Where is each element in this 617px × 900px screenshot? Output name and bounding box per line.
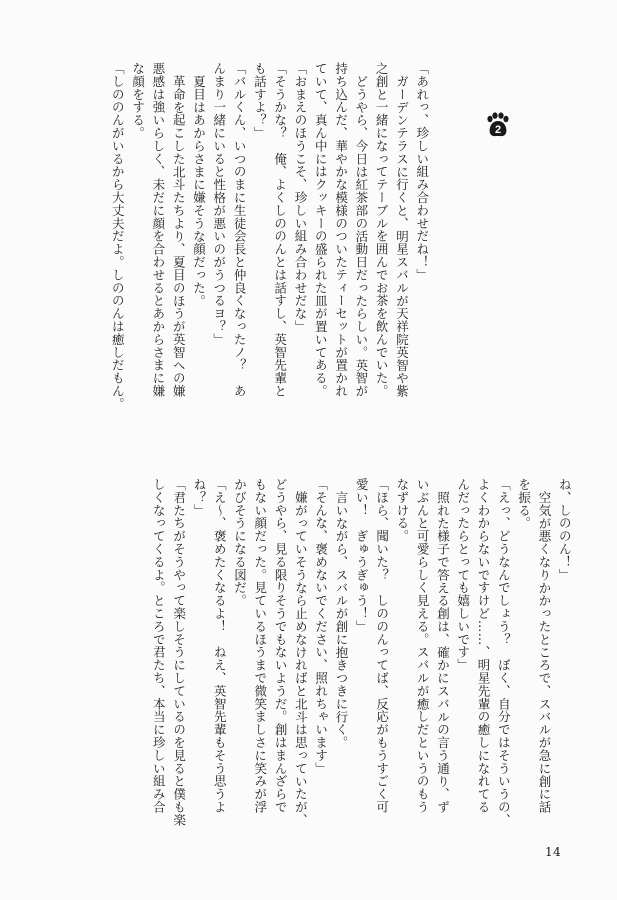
text-line: ね？」 [191, 478, 207, 517]
upper-text-column [107, 62, 432, 452]
text-line: もない顔だった。見ているほうまで微笑ましさに笑みが浮 [252, 478, 268, 814]
text-line: を振る。 [516, 478, 532, 530]
text-line: な顔をする。 [130, 62, 146, 140]
text-line: ていて、真ん中にはクッキーの盛られた皿が置いてある。 [313, 62, 329, 398]
paw-print-icon [485, 112, 511, 138]
text-line: ね、しののん！」 [557, 478, 573, 582]
text-line: 「ほら、聞いた？ しののんってば、反応がもうすごく可 [374, 478, 390, 814]
page-number: 14 [545, 845, 562, 859]
text-line: なずける。 [394, 478, 410, 543]
text-line: 「おまえのほうこそ、珍しい組み合わせだな」 [292, 62, 308, 333]
text-line: 「そんな、褒めないでください、照れちゃいます」 [313, 478, 329, 775]
text-line: 言いながら、スバルが創に抱きつきに行く。 [333, 490, 349, 749]
text-line: 「バルくん、いつのまに生徒会長と仲良くなったノ？ あ [232, 62, 248, 398]
emblem-digit: 2 [494, 124, 502, 136]
text-line: 「え〜、褒めたくなるよ！ ねえ、英智先輩もそう思うよ [212, 478, 228, 814]
text-line: 照れた様子で答える創は、確かにスバルの言う通り、ず [435, 490, 451, 813]
text-line: 持ち込んだ、華やかな模様のついたティーセットが置かれ [333, 62, 349, 398]
text-line: も話すよ？」 [252, 62, 268, 140]
text-line: 「あれっ、珍しい組み合わせだね！」 [414, 62, 430, 282]
text-line: 夏目はあからさまに嫌そうな顔だった。 [191, 74, 207, 307]
text-line: かびそうになる図だ。 [232, 478, 248, 607]
text-line: ガーデンテラスに行くと、明星スバルが天祥院英智や紫 [394, 74, 410, 397]
text-line: 「君たちがそうやって楽しそうにしているのを見ると僕も楽 [171, 478, 187, 827]
text-line: 空気が悪くなりかかったところで、スバルが急に創に話 [536, 490, 552, 813]
text-line: 「そうかな？ 俺、よくしののんとは話すし、英智先輩と [272, 62, 288, 398]
lower-text-column [148, 478, 574, 868]
text-line: 悪感は強いらしく、未だに顔を合わせるとあからさまに嫌 [150, 62, 166, 398]
text-line: 之創と一緒になってテーブルを囲んでお茶を飲んでいた。 [374, 62, 390, 398]
text-line: 革命を起こした北斗たちより、夏目のほうが英智への嫌 [171, 74, 187, 397]
paw-print-graphic [485, 112, 511, 138]
text-line: 「しののんがいるから大丈夫だよ。しののんは癒しだもん。 [110, 62, 126, 411]
text-line: 嫌がっていそうなら止めなければと北斗は思っていたが、 [293, 490, 309, 826]
text-line: いぶんと可愛らしく見える。スバルが癒しだというのもう [415, 478, 431, 814]
text-line: よくわからないですけど……、明星先輩の癒しになれてる [476, 478, 492, 814]
text-line: んだったらとっても嬉しいです」 [455, 478, 471, 672]
text-line: しくなってくるよ。ところで君たち、本当に珍しい組み合 [151, 478, 167, 814]
text-line: 「えっ、どうなんでしょう？ ぼく、自分ではそういうの、 [496, 478, 512, 827]
text-line: 愛い！ ぎゅうぎゅう！」 [354, 478, 370, 633]
text-line: どうやら、今日は紅茶部の活動日だったらしい。英智が [353, 74, 369, 397]
text-line: どうやら、見る限りそうでもないようだ。創はまんざらで [273, 478, 289, 814]
text-line: んまり一緒にいると性格が悪いのがうつるヨ？」 [211, 62, 227, 346]
